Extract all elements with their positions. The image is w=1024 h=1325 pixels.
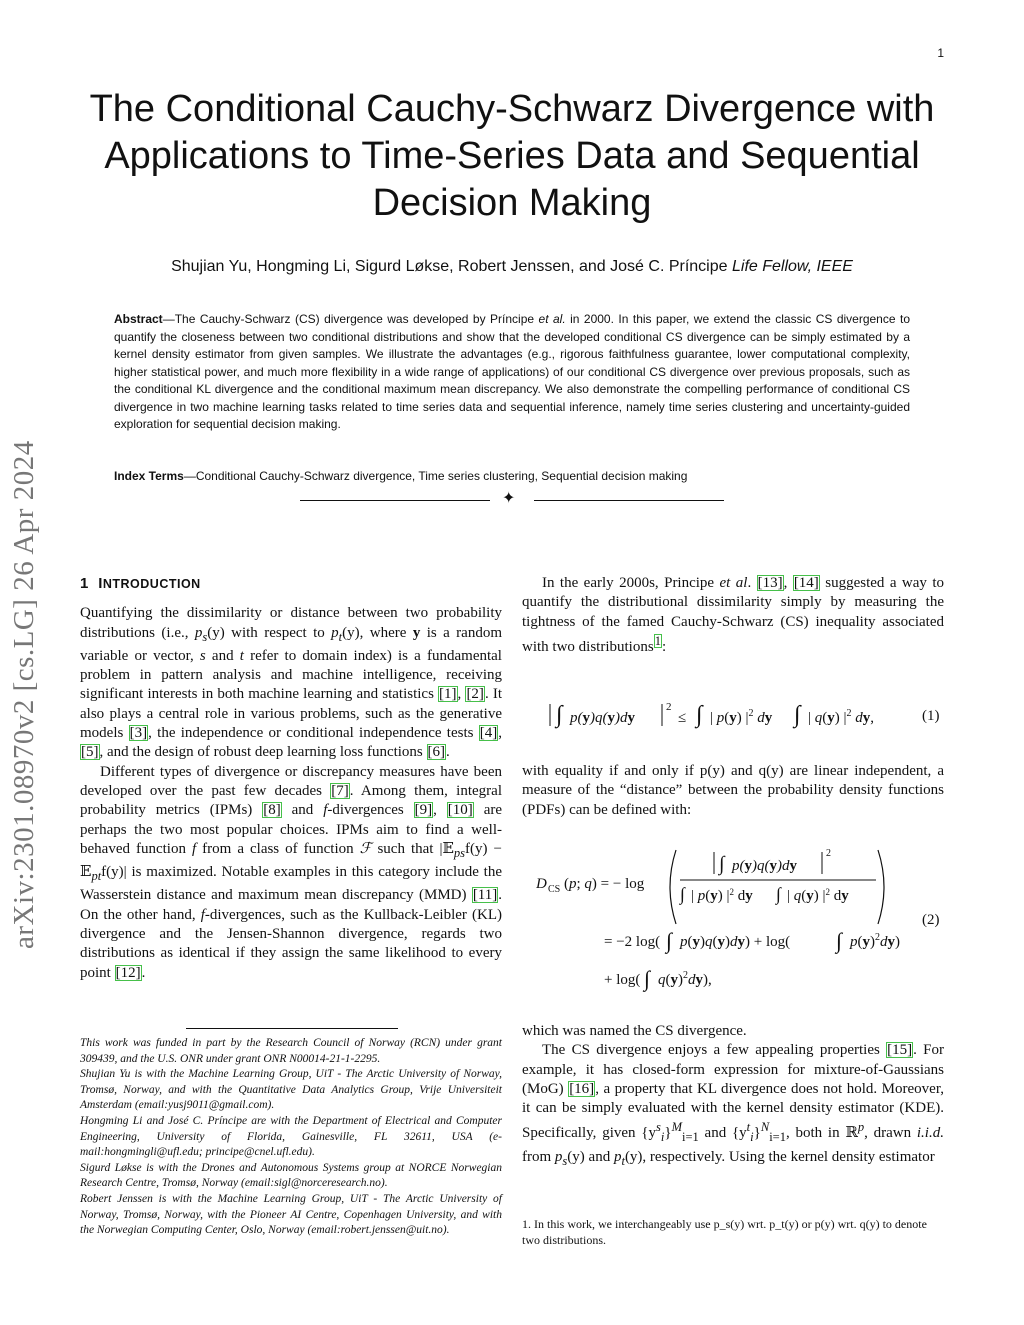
footnote-1: 1. In this work, we interchangeably use p_s(y) wrt. p_t(y) or p(y) wrt. q(y) to denote two distributions. (522, 1217, 927, 1247)
svg-text:(p; q) = − log: (p; q) = − log (564, 876, 645, 892)
svg-text:p(y)2dy): $p(y)^2dy$) (850, 932, 900, 950)
citation-link[interactable]: [11] (472, 887, 498, 904)
abstract-etal: et al. (538, 312, 566, 326)
divider-line-right (534, 500, 724, 501)
citation-link[interactable]: [15] (887, 1042, 913, 1059)
svg-text:| q(y) |2 dy,: | q(y) $|^2$ dy, (808, 708, 875, 726)
cs-paragraph-2: with equality if and only if p(y) and q(y) are linear independent, a measure of the “distance” between the probability density functions (PDFs) can be defined with: (522, 763, 944, 818)
footnote-rule (186, 1028, 398, 1029)
citation-link[interactable]: [6] (427, 744, 446, 761)
svg-text:+ log(: + log( (604, 972, 641, 988)
citation-link[interactable]: [16] (569, 1080, 595, 1097)
svg-text:= −2 log(: = −2 log( (604, 934, 661, 950)
svg-text:∫: ∫ (666, 928, 673, 953)
equation-1 (548, 700, 908, 734)
author-list (80, 258, 944, 276)
abstract-text-2: in 2000. In this paper, we extend the classic CS divergence to quantify the closeness between two conditional distributions and show that the developed conditional CS divergence can be simply estimated by a kernel density estimator from given samples. We illustrate the advantages (e.g., rigorous faithfulness guarantee, lower computational complexity, higher statistical power, and much more flexibility in a wide range of applications) of our conditional CS divergence over previous proposals, such as the conditional KL divergence and the conditional maximum mean discrepancy. We also demonstrate the compelling performance of conditional CS divergence in two machine learning tasks related to time series data and sequential inference, namely time series clustering and uncertainty-guided exploration for sequential decision making. (114, 312, 910, 431)
index-terms (114, 468, 910, 486)
equation-1-number: (1) (922, 708, 940, 724)
eq1-term: p(y)q(y)dy (570, 710, 635, 726)
footnote-affiliation: Robert Jenssen is with the Machine Learning Group, UiT - The Arctic University of Norway, Tromsø, Norway, with the Pioneer AI Centre, Copenhagen University, and with the Norwegian Computing Center, Oslo, Norway (email:robert.jenssen@uit.no). (80, 1192, 502, 1237)
equation-2-number: (2) (922, 912, 940, 928)
cs-paragraph-4: The CS divergence enjoys a few appealing properties [15]. For example, it has closed-form expression for mixture-of-Gaussians (MoG) [16], a property that KL divergence does not hold. Moreover, it can be simply evaluated with the kernel density estimator (KDE). Specifically, given $\{y^s_i\}^M_{i=1}$ and $\{y^t_i\}^N_{i=1}$, both in ℝ$^p$, drawn i.i.d. from $p_s(y)$ and $p_t(y)$, respectively. Using the kernel density estimator (522, 1042, 944, 1168)
svg-text:∫: ∫ (680, 884, 685, 904)
divider-line-left (300, 500, 490, 501)
citation-link[interactable]: [8] (263, 802, 281, 819)
citation-link[interactable]: [10] (447, 802, 473, 819)
svg-text:≤: ≤ (678, 710, 687, 726)
svg-text:p(y)q(y)dy: p(y)q(y)dy (732, 858, 797, 874)
footnote-funding: This work was funded in part by the Research Council of Norway (RCN) under grant 309439, and the U.S. ONR under grant ONR N00014-21-1-2295. (80, 1037, 502, 1065)
svg-text:D: D (536, 876, 547, 892)
author-fellow-note: Life Fellow, IEEE (731, 258, 853, 275)
svg-text:CS: CS (548, 884, 561, 895)
citation-link[interactable]: [12] (115, 964, 141, 981)
author-footnotes (80, 1036, 502, 1239)
equation-1-svg (548, 700, 908, 734)
svg-text:2: 2 (666, 701, 672, 713)
author-names: Shujian Yu, Hongming Li, Sigurd Løkse, Robert Jenssen, and José C. Príncipe (171, 258, 728, 275)
abstract-text-1: —The Cauchy-Schwarz (CS) divergence was developed by Príncipe (162, 312, 539, 326)
section-divider (300, 492, 724, 508)
abstract-label: Abstract (114, 312, 163, 326)
svg-text:p(y)q(y)dy) + log(: p(y)q(y)dy) + log( (680, 934, 791, 950)
cs-paragraph-3: which was named the CS divergence. The CS divergence enjoys a few appealing properties [15]. For example, it has closed-form expression for mixture-of-Gaussians (MoG) [16], a property that KL divergence does not hold. Moreover, it can be simply evaluated with the kernel density estimator (KDE). Specifically, given $\{y^s_i\}^M_{i=1}$ and $\{y^t_i\}^N_{i=1}$, both in ℝ$^p$, drawn i.i.d. from $p_s(y)$ and $p_t(y)$, respectively. Using the kernel density estimator (522, 1022, 944, 1171)
citation-link[interactable]: [13] (757, 575, 783, 591)
footnote-affiliation: Shujian Yu is with the Machine Learning Group, UiT - The Arctic University of Norway, Tromsø, Norway, and with the Quantitative Data Analytics Group, Vrije Universiteit Amsterdam (email:yusj9011@gmail.com). (80, 1068, 502, 1112)
footnote-affiliation: Sigurd Løkse is with the Drones and Autonomous Systems group at NORCE Norwegian Research Centre, Tromsø, Norway (email:sigl@norceresearch.no). (80, 1161, 502, 1190)
intro-paragraph-2: Different types of divergence or discrepancy measures have been developed over the past few decades [7]. Among them, integral probability metrics (IPMs) [8] and f-divergences [9], [10] are perhaps the two most popular choices. IPMs aim to find a well-behaved function f from a class of function ℱ such that |𝔼$_{ps}$f(y) − 𝔼$_{pt}$f(y)| is maximized. Notable examples in this category include the Wasserstein distance and maximum mean discrepancy (MMD) [11]. On the other hand, f-divergences, such as the Kullback-Leibler (KL) divergence and the Jensen-Shannon divergence, regards two distributions as identical if they assign the same likelihood to every point [12]. (80, 763, 502, 981)
paper-title: The Conditional Cauchy-Schwarz Divergence with Applications to Time-Series Data and Sequential Decision Making (89, 88, 935, 224)
equation-2-svg (536, 842, 916, 992)
svg-text:| p(y) |2 dy: | p(y) $|^2$ dy (710, 708, 773, 726)
abstract (114, 311, 910, 434)
index-terms-text: —Conditional Cauchy-Schwarz divergence, Time series clustering, Sequential decision making (183, 469, 688, 483)
svg-text:∫: ∫ (794, 702, 801, 728)
svg-text:∫: ∫ (719, 853, 725, 875)
citation-link[interactable]: [2] (466, 686, 484, 703)
svg-text:∫: ∫ (836, 928, 843, 953)
svg-text:∫: ∫ (776, 884, 781, 904)
section-heading-introduction: 1 INTRODUCTION (80, 575, 201, 592)
footnote-affiliation: Hongming Li and José C. Príncipe are with the Department of Electrical and Computer Engineering, University of Florida, Gainesville, FL 32611, USA (e-mail:hongmingli@ufl.edu; principe@cnel.ufl.edu). (80, 1114, 502, 1159)
svg-text:q(y)2dy),: $q(y)^2dy$), (658, 970, 712, 988)
footnote-link[interactable]: 1 (654, 633, 661, 648)
page-number: 1 (937, 46, 944, 60)
integral-sign: ∫ (556, 702, 563, 728)
svg-text:| p(y) |2 dy: | p(y) $|^2$ dy (691, 887, 753, 904)
citation-link[interactable]: [4] (479, 725, 498, 742)
citation-link[interactable]: [5] (81, 744, 99, 761)
right-column (522, 574, 944, 657)
divider-star-icon: ✦ (502, 490, 516, 507)
svg-text:2: 2 (826, 848, 831, 859)
svg-text:| q(y) |2 dy: | q(y) $|^2$ dy (787, 887, 849, 904)
arxiv-watermark: arXiv:2301.08970v2 [cs.LG] 26 Apr 2024 (8, 440, 40, 949)
intro-paragraph-1: Quantifying the dissimilarity or distance between two probability distributions (i.e., $p_s(y)$ with respect to $p_t(y)$, where y is a random variable or vector, s and t refer to domain index) is a fundamental problem in pattern analysis and machine intelligence, receiving significant interests in both machine learning and statistics [1], [2]. It also plays a central role in various problems, such as the generative models [3], the independence or conditional independence tests [4], [5], and the design of robust deep learning loss functions [6]. (80, 605, 502, 761)
svg-text:∫: ∫ (644, 966, 651, 991)
citation-link[interactable]: [14] (793, 575, 819, 591)
index-terms-label: Index Terms (114, 469, 184, 483)
citation-link[interactable]: [9] (414, 802, 433, 819)
citation-link[interactable]: [1] (439, 686, 457, 703)
cs-paragraph-1: In the early 2000s, Principe et al. [13], [14] suggested a way to quantify the distributional dissimilarity simply by measuring the tightness of the famed Cauchy-Schwarz (CS) inequality associated with two distributions$^1$: (522, 575, 944, 655)
left-column (80, 574, 502, 983)
citation-link[interactable]: [7] (331, 782, 349, 799)
svg-text:∫: ∫ (696, 702, 703, 728)
citation-link[interactable]: [3] (129, 725, 148, 742)
equation-2 (536, 842, 916, 992)
